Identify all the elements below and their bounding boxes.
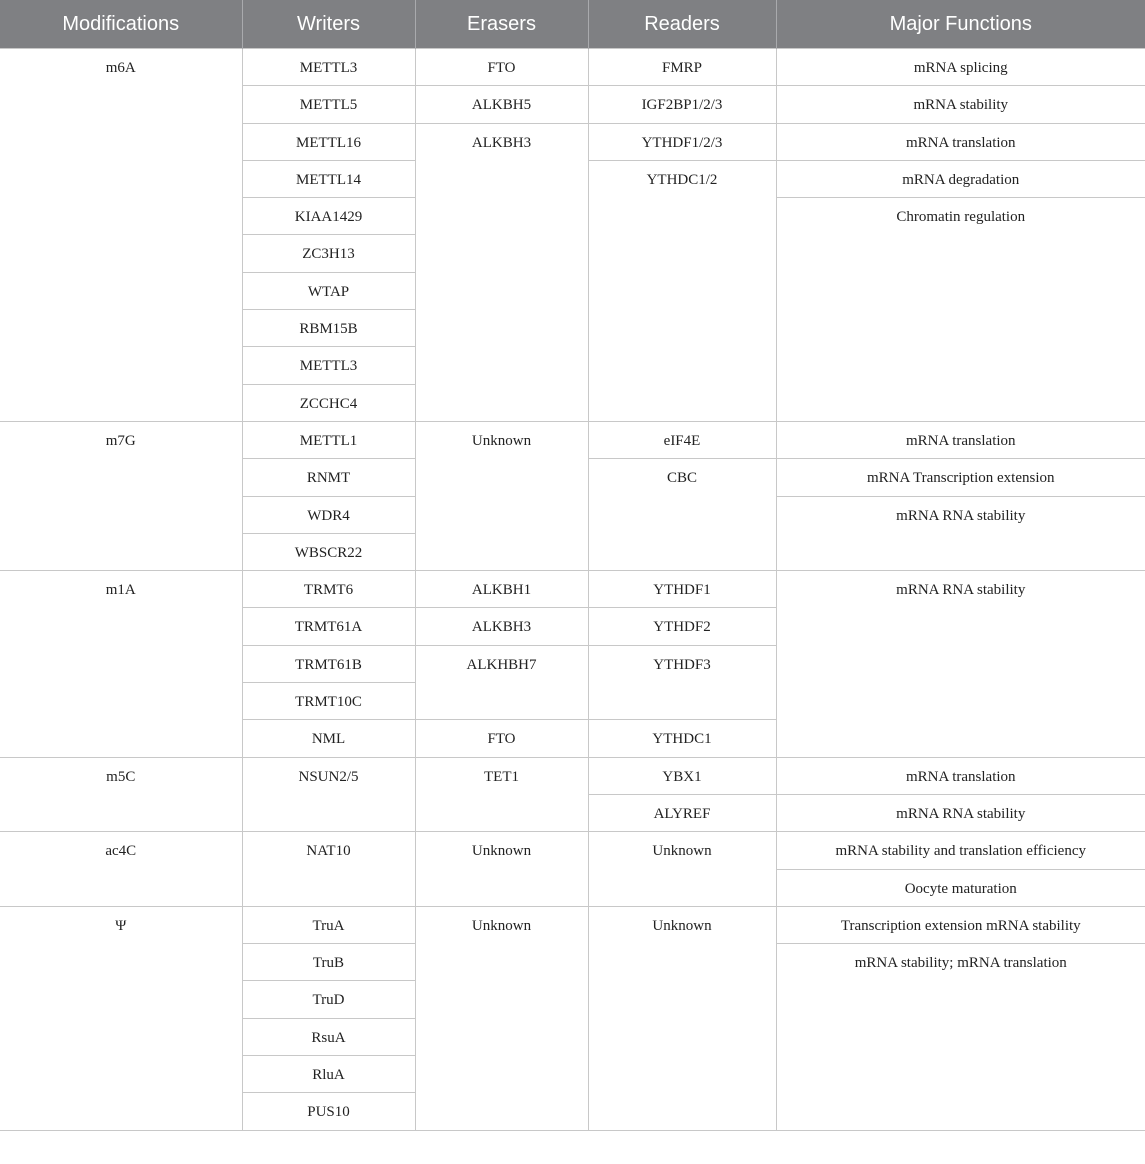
writer-cell: WTAP bbox=[242, 272, 415, 309]
writer-cell: TruD bbox=[242, 981, 415, 1018]
writer-cell: RNMT bbox=[242, 459, 415, 496]
reader-cell: ALYREF bbox=[588, 794, 776, 831]
header-erasers: Erasers bbox=[415, 0, 588, 49]
function-cell: Oocyte maturation bbox=[776, 869, 1145, 906]
writer-cell: TRMT6 bbox=[242, 571, 415, 608]
reader-cell: YTHDC1 bbox=[588, 720, 776, 757]
eraser-cell: Unknown bbox=[415, 421, 588, 570]
modification-cell: m5C bbox=[0, 757, 242, 832]
function-cell: Chromatin regulation bbox=[776, 198, 1145, 422]
writer-cell: NSUN2/5 bbox=[242, 757, 415, 832]
modification-cell: Ψ bbox=[0, 906, 242, 1130]
eraser-cell: Unknown bbox=[415, 832, 588, 907]
writer-cell: METTL1 bbox=[242, 421, 415, 458]
writer-cell: METTL16 bbox=[242, 123, 415, 160]
function-cell: mRNA RNA stability bbox=[776, 571, 1145, 757]
header-modifications: Modifications bbox=[0, 0, 242, 49]
function-cell: mRNA translation bbox=[776, 421, 1145, 458]
eraser-cell: ALKBH5 bbox=[415, 86, 588, 123]
eraser-cell: ALKBH3 bbox=[415, 123, 588, 421]
writer-cell: WBSCR22 bbox=[242, 533, 415, 570]
writer-cell: NAT10 bbox=[242, 832, 415, 907]
reader-cell: YTHDF1/2/3 bbox=[588, 123, 776, 160]
reader-cell: YTHDF3 bbox=[588, 645, 776, 720]
reader-cell: Unknown bbox=[588, 906, 776, 1130]
writer-cell: TRMT61A bbox=[242, 608, 415, 645]
eraser-cell: ALKHBH7 bbox=[415, 645, 588, 720]
function-cell: mRNA stability bbox=[776, 86, 1145, 123]
reader-cell: FMRP bbox=[588, 49, 776, 86]
function-cell: mRNA RNA stability bbox=[776, 794, 1145, 831]
table-row bbox=[0, 571, 1145, 608]
writer-cell: PUS10 bbox=[242, 1093, 415, 1130]
eraser-cell: Unknown bbox=[415, 906, 588, 1130]
modification-cell: m1A bbox=[0, 571, 242, 757]
writer-cell: KIAA1429 bbox=[242, 198, 415, 235]
writer-cell: RsuA bbox=[242, 1018, 415, 1055]
reader-cell: YTHDF2 bbox=[588, 608, 776, 645]
eraser-cell: FTO bbox=[415, 49, 588, 86]
function-cell: mRNA translation bbox=[776, 123, 1145, 160]
modification-cell: ac4C bbox=[0, 832, 242, 907]
table-row bbox=[0, 49, 1145, 86]
reader-cell: YTHDF1 bbox=[588, 571, 776, 608]
reader-cell: CBC bbox=[588, 459, 776, 571]
function-cell: mRNA RNA stability bbox=[776, 496, 1145, 571]
reader-cell: eIF4E bbox=[588, 421, 776, 458]
eraser-cell: TET1 bbox=[415, 757, 588, 832]
writer-cell: WDR4 bbox=[242, 496, 415, 533]
table-row bbox=[0, 906, 1145, 943]
writer-cell: METTL5 bbox=[242, 86, 415, 123]
modification-cell: m6A bbox=[0, 49, 242, 422]
function-cell: Transcription extension mRNA stability bbox=[776, 906, 1145, 943]
writer-cell: METTL3 bbox=[242, 347, 415, 384]
header-major-functions: Major Functions bbox=[776, 0, 1145, 49]
modification-cell: m7G bbox=[0, 421, 242, 570]
function-cell: mRNA Transcription extension bbox=[776, 459, 1145, 496]
function-cell: mRNA stability; mRNA translation bbox=[776, 944, 1145, 1130]
header-writers: Writers bbox=[242, 0, 415, 49]
eraser-cell: FTO bbox=[415, 720, 588, 757]
writer-cell: ZCCHC4 bbox=[242, 384, 415, 421]
function-cell: mRNA splicing bbox=[776, 49, 1145, 86]
table-row bbox=[0, 757, 1145, 794]
function-cell: mRNA translation bbox=[776, 757, 1145, 794]
reader-cell: YBX1 bbox=[588, 757, 776, 794]
reader-cell: Unknown bbox=[588, 832, 776, 907]
function-cell: mRNA degradation bbox=[776, 160, 1145, 197]
writer-cell: RluA bbox=[242, 1056, 415, 1093]
writer-cell: TRMT10C bbox=[242, 683, 415, 720]
writer-cell: RBM15B bbox=[242, 310, 415, 347]
writer-cell: ZC3H13 bbox=[242, 235, 415, 272]
function-cell: mRNA stability and translation efficiency bbox=[776, 832, 1145, 869]
writer-cell: TRMT61B bbox=[242, 645, 415, 682]
reader-cell: IGF2BP1/2/3 bbox=[588, 86, 776, 123]
writer-cell: METTL14 bbox=[242, 160, 415, 197]
writer-cell: TruB bbox=[242, 944, 415, 981]
writer-cell: NML bbox=[242, 720, 415, 757]
header-row bbox=[0, 0, 1145, 49]
reader-cell: YTHDC1/2 bbox=[588, 160, 776, 421]
eraser-cell: ALKBH1 bbox=[415, 571, 588, 608]
table-row bbox=[0, 421, 1145, 458]
table-row bbox=[0, 832, 1145, 869]
header-readers: Readers bbox=[588, 0, 776, 49]
eraser-cell: ALKBH3 bbox=[415, 608, 588, 645]
writer-cell: TruA bbox=[242, 906, 415, 943]
writer-cell: METTL3 bbox=[242, 49, 415, 86]
